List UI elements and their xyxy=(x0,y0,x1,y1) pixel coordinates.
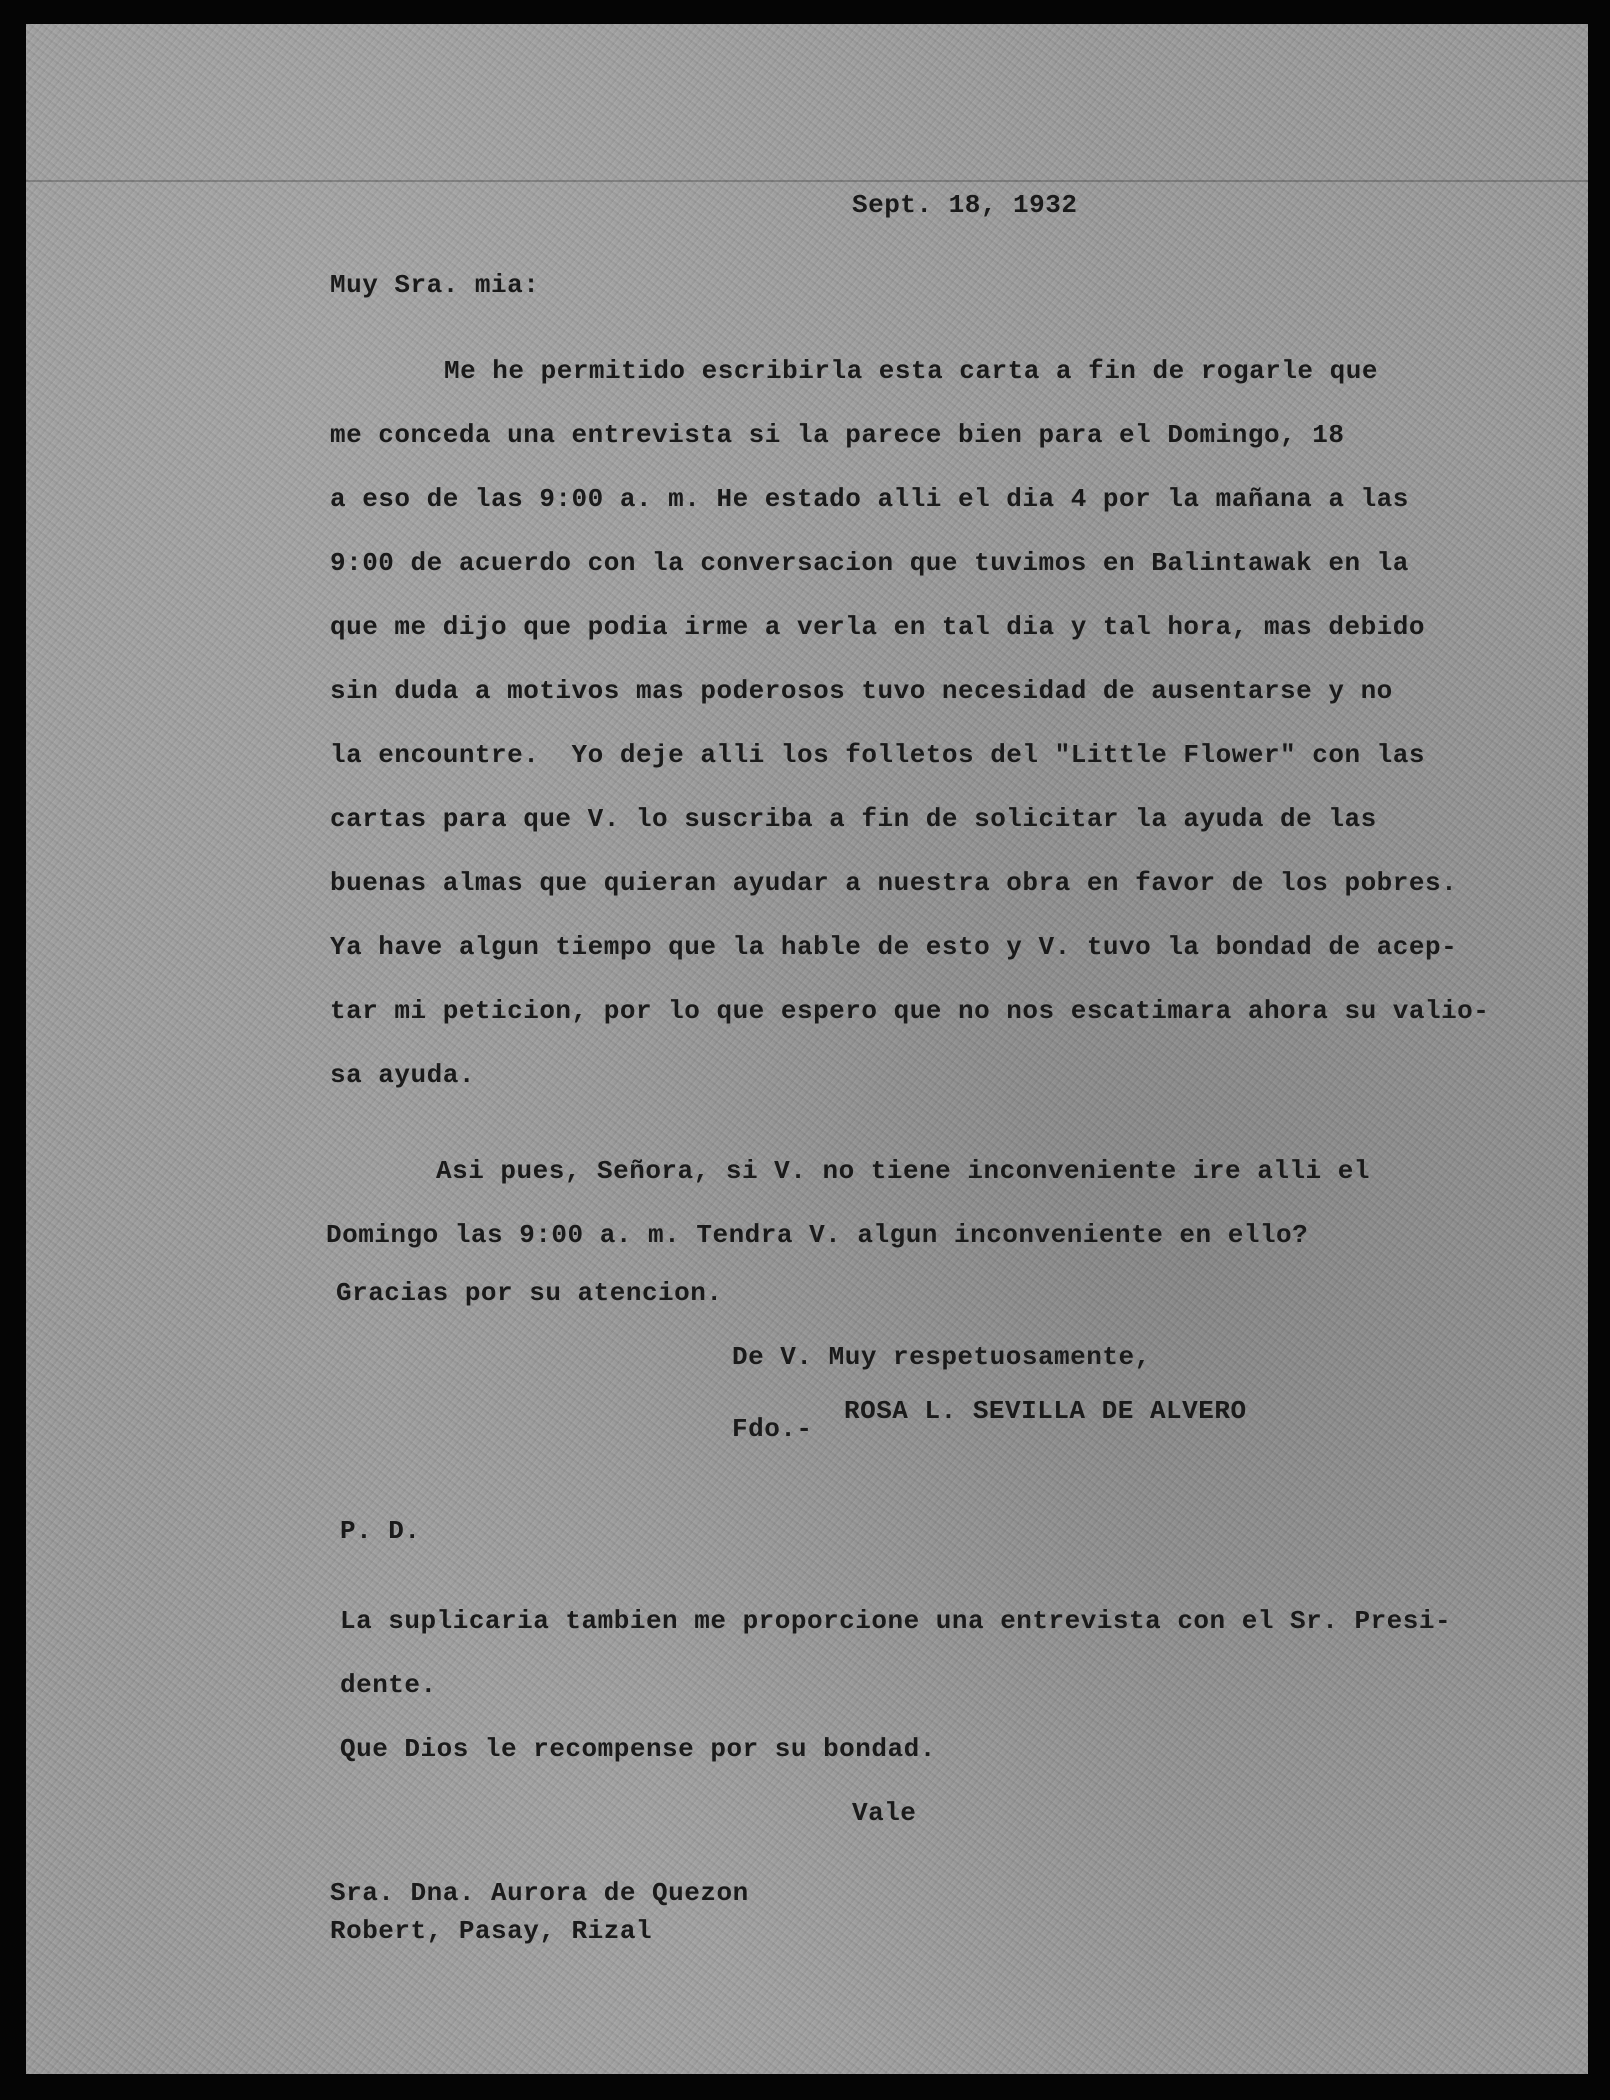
paragraph1-line: tar mi peticion, por lo que espero que no nos escatimara ahora su valio- xyxy=(330,996,1490,1026)
letter-date: Sept. 18, 1932 xyxy=(852,190,1078,220)
fold-line xyxy=(26,180,1588,182)
paragraph1-line: 9:00 de acuerdo con la conversacion que tuvimos en Balintawak en la xyxy=(330,548,1409,578)
closing: De V. Muy respetuosamente, xyxy=(732,1342,1151,1372)
paragraph1-line: me conceda una entrevista si la parece bien para el Domingo, 18 xyxy=(330,420,1345,450)
addressee-line: Sra. Dna. Aurora de Quezon xyxy=(330,1878,749,1908)
postscript-label: P. D. xyxy=(340,1516,421,1546)
paragraph2-line: Asi pues, Señora, si V. no tiene inconveniente ire alli el xyxy=(436,1156,1370,1186)
paragraph1-line: sin duda a motivos mas poderosos tuvo necesidad de ausentarse y no xyxy=(330,676,1393,706)
paragraph1-line: sa ayuda. xyxy=(330,1060,475,1090)
postscript-line: La suplicaria tambien me proporcione una entrevista con el Sr. Presi- xyxy=(340,1606,1452,1636)
paragraph2-line: Gracias por su atencion. xyxy=(336,1278,723,1308)
paragraph1-line: buenas almas que quieran ayudar a nuestra obra en favor de los pobres. xyxy=(330,868,1458,898)
paragraph1-line: a eso de las 9:00 a. m. He estado alli el dia 4 por la mañana a las xyxy=(330,484,1409,514)
signed-prefix: Fdo.- xyxy=(732,1414,813,1444)
addressee-line: Robert, Pasay, Rizal xyxy=(330,1916,653,1946)
postscript-line: dente. xyxy=(340,1670,437,1700)
paragraph1-line: que me dijo que podia irme a verla en tal dia y tal hora, mas debido xyxy=(330,612,1425,642)
paragraph1-line: la encountre. Yo deje alli los folletos del "Little Flower" con las xyxy=(330,740,1425,770)
paragraph1-line: Ya have algun tiempo que la hable de esto y V. tuvo la bondad de acep- xyxy=(330,932,1458,962)
vale: Vale xyxy=(852,1798,917,1828)
postscript-line: Que Dios le recompense por su bondad. xyxy=(340,1734,936,1764)
paragraph1-line: cartas para que V. lo suscriba a fin de solicitar la ayuda de las xyxy=(330,804,1377,834)
paragraph1-line: Me he permitido escribirla esta carta a fin de rogarle que xyxy=(444,356,1378,386)
paragraph2-line: Domingo las 9:00 a. m. Tendra V. algun inconveniente en ello? xyxy=(326,1220,1309,1250)
signer-name: ROSA L. SEVILLA DE ALVERO xyxy=(844,1396,1247,1426)
salutation: Muy Sra. mia: xyxy=(330,270,540,300)
letter-page xyxy=(26,24,1588,2074)
